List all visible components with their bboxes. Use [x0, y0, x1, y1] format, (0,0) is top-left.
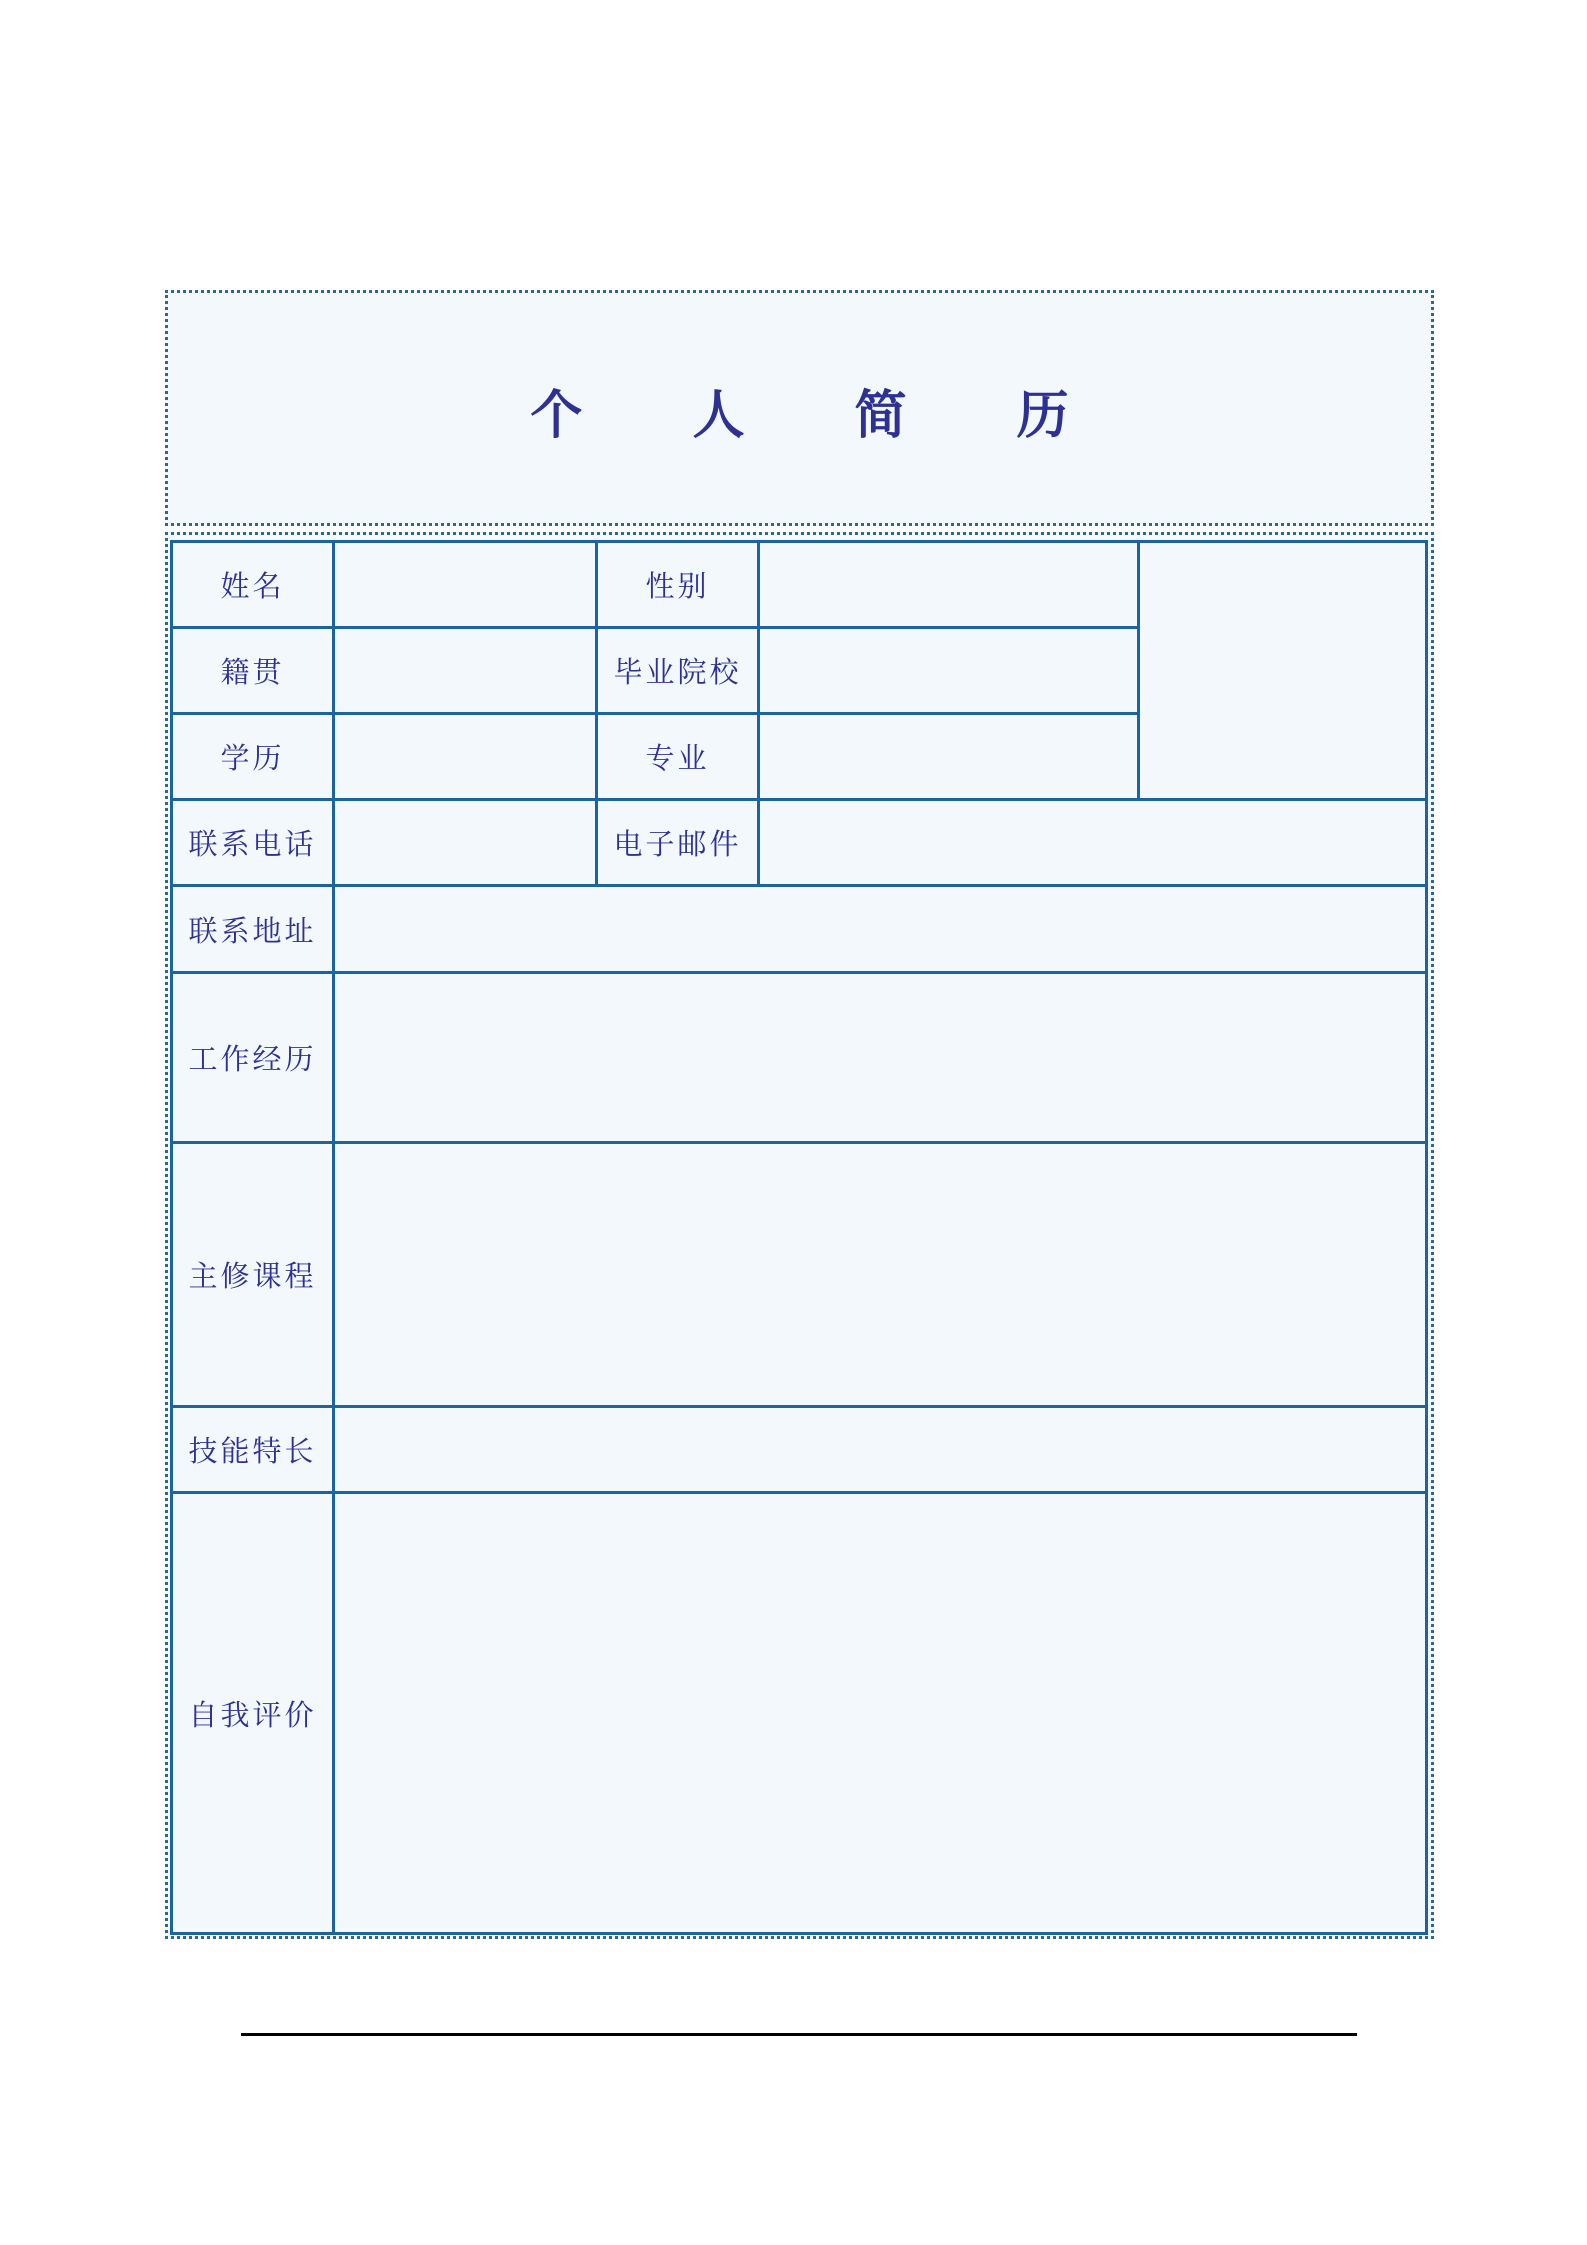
- school-field[interactable]: [757, 626, 1140, 715]
- native-place-field[interactable]: [332, 626, 598, 715]
- label-email: 电子邮件: [595, 798, 760, 887]
- address-field[interactable]: [332, 884, 1428, 974]
- label-major: 专业: [595, 712, 760, 801]
- gender-field[interactable]: [757, 540, 1140, 629]
- page-title: 个 人 简 历: [530, 386, 1115, 446]
- label-school: 毕业院校: [595, 626, 760, 715]
- label-self-evaluation: 自我评价: [170, 1491, 335, 1935]
- label-education: 学历: [170, 712, 335, 801]
- email-field[interactable]: [757, 798, 1428, 887]
- major-field[interactable]: [757, 712, 1140, 801]
- courses-field[interactable]: [332, 1141, 1428, 1408]
- photo-field[interactable]: [1137, 540, 1428, 801]
- education-field[interactable]: [332, 712, 598, 801]
- label-phone: 联系电话: [170, 798, 335, 887]
- work-experience-field[interactable]: [332, 971, 1428, 1144]
- footer-divider: [241, 2033, 1357, 2036]
- resume-header: [165, 290, 1434, 526]
- self-evaluation-field[interactable]: [332, 1491, 1428, 1935]
- name-field[interactable]: [332, 540, 598, 629]
- label-address: 联系地址: [170, 884, 335, 974]
- skills-field[interactable]: [332, 1405, 1428, 1494]
- label-work-experience: 工作经历: [170, 971, 335, 1144]
- label-gender: 性别: [595, 540, 760, 629]
- label-skills: 技能特长: [170, 1405, 335, 1494]
- label-native-place: 籍贯: [170, 626, 335, 715]
- label-name: 姓名: [170, 540, 335, 629]
- label-courses: 主修课程: [170, 1141, 335, 1408]
- phone-field[interactable]: [332, 798, 598, 887]
